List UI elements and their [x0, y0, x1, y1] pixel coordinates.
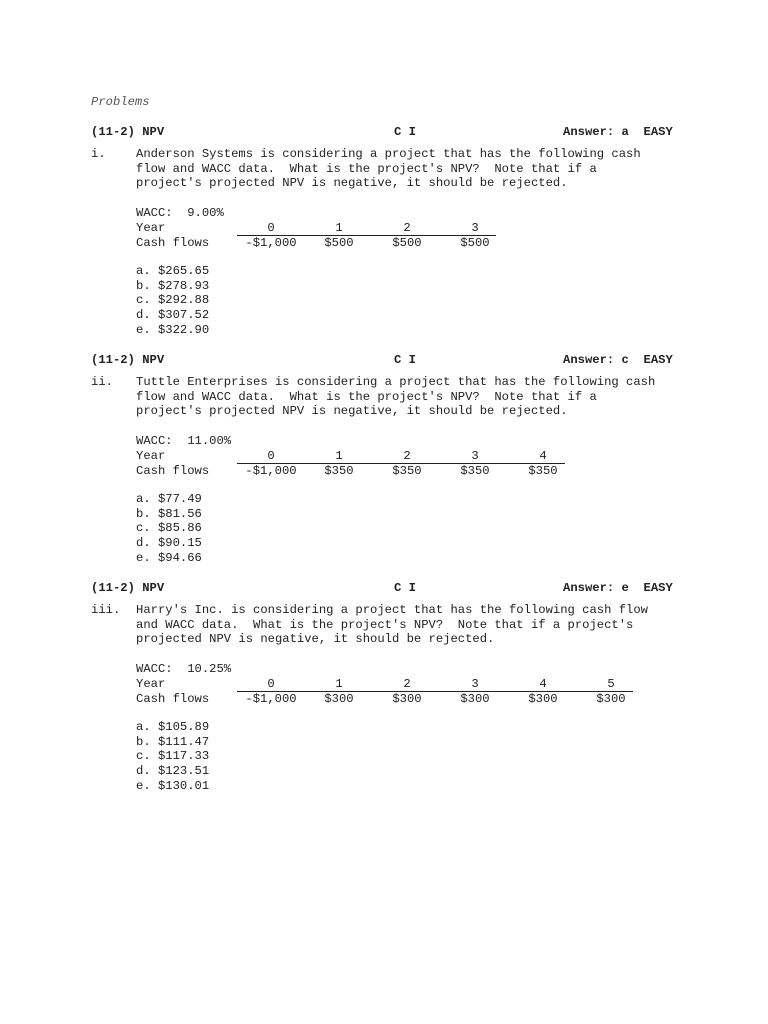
cash-flow-cell: $300: [324, 691, 354, 706]
answer-key: [563, 353, 673, 367]
question-line: project's projected NPV is negative, it should be rejected.: [136, 176, 568, 190]
answer-choice: e. $130.01: [136, 778, 210, 793]
year-cell: 3: [471, 676, 479, 691]
answer-label: Answer:: [563, 353, 615, 367]
answer-key: [563, 581, 673, 595]
cash-flow-cell: $300: [528, 691, 558, 706]
wacc-line: [136, 434, 231, 448]
cash-flow-cell: $300: [596, 691, 626, 706]
answer-label: Answer:: [563, 581, 615, 595]
question-number: ii.: [91, 375, 113, 389]
question-number: i.: [91, 147, 106, 161]
answer-choice: a. $265.65: [136, 264, 210, 278]
answer-choices: [136, 720, 209, 794]
question-line: project's projected NPV is negative, it should be rejected.: [136, 404, 568, 418]
year-cell: 3: [471, 220, 479, 235]
year-cell: 5: [607, 676, 615, 691]
answer-choice: c. $292.88: [136, 293, 210, 308]
cash-flow-cell: $300: [460, 691, 490, 706]
cash-flow-label: Cash flows: [136, 235, 210, 250]
question-text: [136, 603, 648, 647]
year-cell: 1: [335, 448, 343, 463]
cash-flow-row: [136, 464, 656, 478]
wacc-value: 10.25%: [187, 662, 232, 676]
year-cell: 0: [267, 676, 275, 691]
wacc-value: 11.00%: [187, 434, 232, 448]
cash-flow-cell: -$1,000: [245, 235, 297, 250]
question-text: [136, 375, 655, 419]
problem-1: [0, 125, 768, 337]
difficulty: EASY: [643, 125, 673, 139]
cash-flow-cell: $300: [392, 691, 422, 706]
question-text: [136, 147, 641, 191]
question-line: flow and WACC data. What is the project's NPV? Note that if a: [136, 389, 597, 404]
question-number: iii.: [91, 603, 121, 617]
answer-choice: e. $322.90: [136, 322, 210, 337]
answer-choice: c. $117.33: [136, 749, 210, 764]
answer-choice: d. $307.52: [136, 308, 210, 323]
year-cell: 2: [403, 676, 411, 691]
answer-choice: d. $123.51: [136, 764, 210, 779]
answer-choice: b. $111.47: [136, 734, 210, 749]
problem-3: [0, 581, 768, 793]
answer-letter: e: [621, 581, 629, 595]
answer-letter: c: [621, 353, 629, 367]
cash-flow-row: [136, 236, 656, 250]
year-cell: 3: [471, 448, 479, 463]
year-row: [136, 221, 656, 235]
problem-header: [0, 125, 768, 141]
year-row: [136, 677, 656, 691]
answer-label: Answer:: [563, 125, 615, 139]
cash-flow-cell: $500: [392, 235, 422, 250]
cash-flow-row: [136, 692, 656, 706]
problem-topic: (11-2) NPV: [91, 581, 165, 595]
cash-flow-label: Cash flows: [136, 691, 210, 706]
year-cell: 0: [267, 448, 275, 463]
question-line: Anderson Systems is considering a project that has the following cash: [136, 147, 641, 161]
difficulty: EASY: [643, 353, 673, 367]
answer-choice: c. $85.86: [136, 521, 202, 536]
year-cell: 0: [267, 220, 275, 235]
cash-flow-cell: -$1,000: [245, 463, 297, 478]
question-line: Harry's Inc. is considering a project that has the following cash flow: [136, 603, 648, 617]
question-line: and WACC data. What is the project's NPV? Note that if a project's: [136, 617, 634, 632]
problem-topic: (11-2) NPV: [91, 353, 165, 367]
cash-flow-cell: $350: [324, 463, 354, 478]
year-cell: 4: [539, 676, 547, 691]
section-label: Problems: [91, 95, 150, 109]
answer-choice: b. $81.56: [136, 506, 202, 521]
difficulty: EASY: [643, 581, 673, 595]
year-cell: 1: [335, 676, 343, 691]
year-cell: 1: [335, 220, 343, 235]
answer-letter: a: [621, 125, 629, 139]
answer-key: [563, 125, 673, 139]
answer-choice: e. $94.66: [136, 550, 202, 565]
cash-flow-cell: $350: [392, 463, 422, 478]
problem-category: C I: [394, 125, 416, 139]
cash-flow-cell: $500: [460, 235, 490, 250]
question-line: Tuttle Enterprises is considering a project that has the following cash: [136, 375, 656, 389]
answer-choice: a. $105.89: [136, 720, 210, 734]
wacc-line: [136, 206, 224, 220]
cash-flow-cell: $350: [528, 463, 558, 478]
wacc-label: WACC:: [136, 662, 173, 676]
problem-category: C I: [394, 581, 416, 595]
answer-choice: a. $77.49: [136, 492, 202, 506]
cash-flow-cell: $350: [460, 463, 490, 478]
problem-header: [0, 353, 768, 369]
year-cell: 4: [539, 448, 547, 463]
year-cell: 2: [403, 220, 411, 235]
wacc-value: 9.00%: [187, 206, 224, 220]
year-cell: 2: [403, 448, 411, 463]
year-label: Year: [136, 220, 166, 235]
answer-choices: [136, 492, 202, 566]
problem-2: [0, 353, 768, 565]
problem-header: [0, 581, 768, 597]
cash-flow-cell: -$1,000: [245, 691, 297, 706]
answer-choice: b. $278.93: [136, 278, 210, 293]
wacc-label: WACC:: [136, 434, 173, 448]
wacc-label: WACC:: [136, 206, 173, 220]
answer-choices: [136, 264, 209, 338]
cash-flow-cell: $500: [324, 235, 354, 250]
answer-choice: d. $90.15: [136, 536, 202, 551]
year-label: Year: [136, 448, 166, 463]
question-line: flow and WACC data. What is the project's NPV? Note that if a: [136, 161, 597, 176]
problem-category: C I: [394, 353, 416, 367]
cash-flow-label: Cash flows: [136, 463, 210, 478]
wacc-line: [136, 662, 231, 676]
year-row: [136, 449, 656, 463]
year-label: Year: [136, 676, 166, 691]
question-line: projected NPV is negative, it should be rejected.: [136, 632, 495, 646]
problem-topic: (11-2) NPV: [91, 125, 165, 139]
